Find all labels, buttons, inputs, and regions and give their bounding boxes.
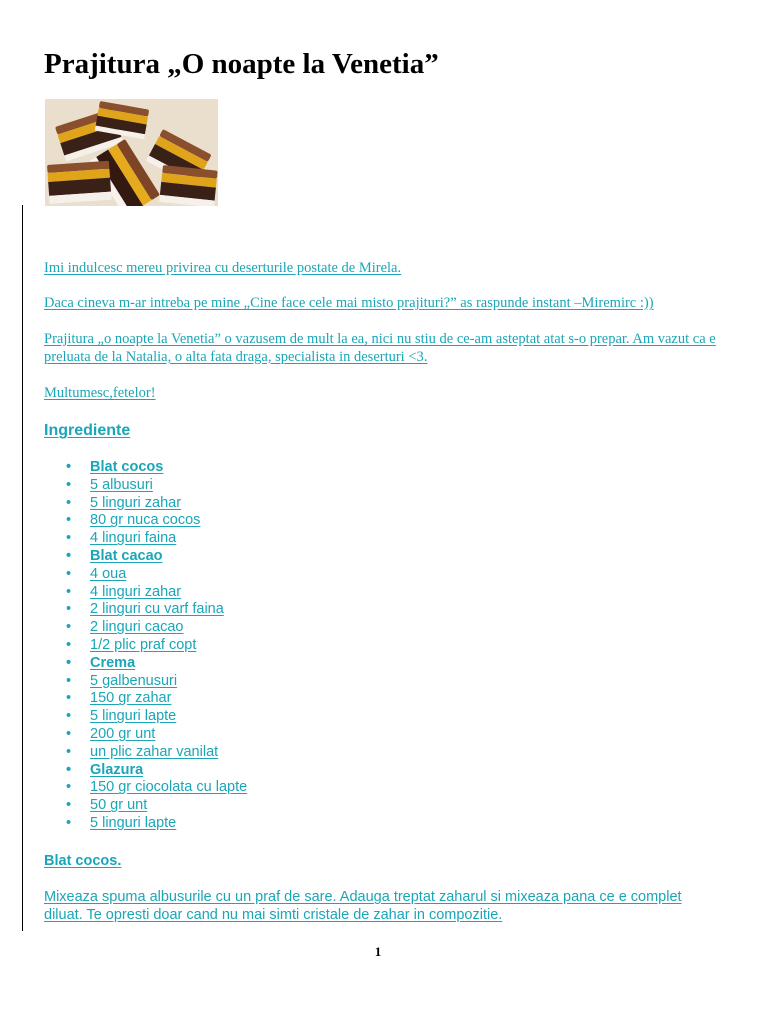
ingredient-item[interactable] — [66, 566, 247, 584]
ingredient-label: 4 linguri faina — [90, 530, 177, 547]
bullet-icon: • — [66, 761, 72, 778]
ingredient-label: 5 albusuri — [90, 476, 153, 493]
ingredient-label: 80 gr nuca cocos — [90, 512, 201, 529]
ingredient-item[interactable] — [66, 548, 247, 566]
intro-paragraph-4[interactable]: Multumesc,fetelor! — [44, 385, 156, 401]
ingredient-label: Glazura — [90, 761, 144, 778]
ingredient-label: 150 gr ciocolata cu lapte — [90, 779, 248, 796]
intro-paragraph-2[interactable]: Daca cineva m-ar intreba pe mine „Cine face cele mai misto prajituri?” as raspunde instant –Miremirc :)) — [44, 295, 654, 311]
ingredient-item[interactable] — [66, 673, 247, 691]
ingredient-label: 5 linguri lapte — [90, 814, 177, 831]
step-heading[interactable]: Blat cocos. — [44, 853, 122, 869]
ingredient-label: 50 gr unt — [90, 797, 148, 814]
bullet-icon: • — [66, 476, 72, 493]
ingredient-item[interactable] — [66, 655, 247, 673]
bullet-icon: • — [66, 690, 72, 707]
ingredient-item[interactable] — [66, 744, 247, 762]
ingredient-label: Blat cocos — [90, 459, 164, 475]
ingredient-item[interactable] — [66, 477, 247, 495]
ingredient-item[interactable] — [66, 779, 247, 797]
ingredient-item[interactable] — [66, 619, 247, 637]
ingredient-item[interactable] — [66, 637, 247, 655]
bullet-icon: • — [66, 530, 72, 547]
ingredient-label: 5 galbenusuri — [90, 672, 178, 689]
ingredient-label: 200 gr unt — [90, 725, 156, 742]
bullet-icon: • — [66, 494, 72, 511]
ingredient-label: 5 linguri lapte — [90, 708, 177, 725]
ingredients-heading[interactable]: Ingrediente — [44, 422, 131, 439]
ingredient-label: 2 linguri cacao — [90, 619, 184, 636]
ingredient-item[interactable] — [66, 708, 247, 726]
ingredient-item[interactable] — [66, 797, 247, 815]
ingredients-list — [66, 459, 247, 833]
bullet-icon: • — [66, 459, 72, 475]
bullet-icon: • — [66, 814, 72, 831]
bullet-icon: • — [66, 565, 72, 582]
step-paragraph[interactable]: Mixeaza spuma albusurile cu un praf de sare. Adauga treptat zaharul si mixeaza pana ce e complet diluat. Te opresti doar cand nu mai simti cristale de zahar in compozitie. — [44, 889, 682, 923]
cake-slice-bottom-left — [47, 161, 112, 204]
ingredient-item[interactable] — [66, 584, 247, 602]
cake-slices-photo — [45, 99, 218, 206]
intro-paragraph-1[interactable]: Imi indulcesc mereu privirea cu deserturile postate de Mirela. — [44, 260, 402, 276]
ingredient-label: 150 gr zahar — [90, 690, 172, 707]
ingredient-item[interactable] — [66, 459, 247, 477]
page-number: 1 — [374, 944, 382, 959]
ingredient-label: 4 linguri zahar — [90, 583, 182, 600]
ingredient-item[interactable] — [66, 762, 247, 780]
bullet-icon: • — [66, 512, 72, 529]
bullet-icon: • — [66, 583, 72, 600]
page-title: Prajitura „O noapte la Venetia” — [44, 48, 439, 80]
bullet-icon: • — [66, 636, 72, 653]
ingredient-item[interactable] — [66, 512, 247, 530]
ingredient-item[interactable] — [66, 601, 247, 619]
bullet-icon: • — [66, 725, 72, 742]
ingredient-label: Blat cacao — [90, 547, 163, 564]
ingredient-item[interactable] — [66, 815, 247, 833]
ingredient-label: Crema — [90, 654, 136, 671]
bullet-icon: • — [66, 743, 72, 760]
ingredient-label: 1/2 plic praf copt — [90, 636, 197, 653]
ingredient-item[interactable] — [66, 690, 247, 708]
bullet-icon: • — [66, 672, 72, 689]
bullet-icon: • — [66, 797, 72, 814]
ingredient-item[interactable] — [66, 495, 247, 513]
bullet-icon: • — [66, 779, 72, 796]
ingredient-label: un plic zahar vanilat — [90, 743, 219, 760]
bullet-icon: • — [66, 547, 72, 564]
ingredient-label: 2 linguri cu varf faina — [90, 601, 224, 618]
cake-slice-bottom-right — [159, 165, 218, 206]
bullet-icon: • — [66, 601, 72, 618]
intro-paragraph-3[interactable]: Prajitura „o noapte la Venetia” o vazusem de mult la ea, nici nu stiu de ce-am asteptat atat s-o prepar. Am vazut ca e preluata de la Natalia, o alta fata draga, specialista in deserturi <3. — [44, 331, 716, 365]
ingredient-item[interactable] — [66, 726, 247, 744]
ingredient-label: 4 oua — [90, 565, 127, 582]
bullet-icon: • — [66, 619, 72, 636]
ingredient-label: 5 linguri zahar — [90, 494, 182, 511]
bullet-icon: • — [66, 708, 72, 725]
bullet-icon: • — [66, 654, 72, 671]
ingredient-item[interactable] — [66, 530, 247, 548]
margin-rule — [22, 205, 23, 931]
